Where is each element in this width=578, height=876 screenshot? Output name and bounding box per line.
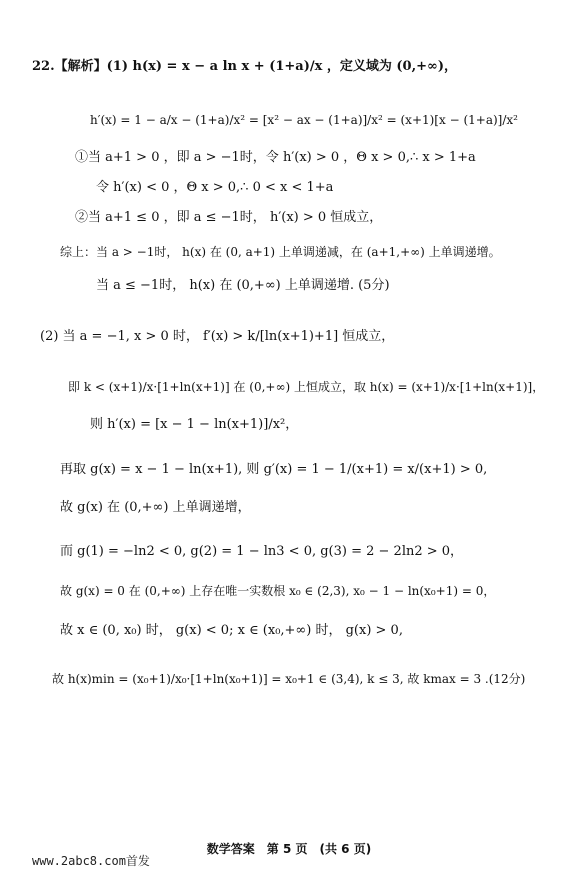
solution-line-10: 则 h′(x) = [x − 1 − ln(x+1)]/x²，: [90, 417, 299, 432]
solution-line-3: ①当 a+1 > 0 ，即 a > −1时，令 h′(x) > 0 ，Θ x > 0,∴ x > 1+a: [75, 150, 476, 165]
solution-line-2: h′(x) = 1 − a/x − (1+a)/x² = [x² − ax − (1+a)]/x² = (x+1)[x − (1+a)]/x²: [90, 113, 518, 127]
solution-line-1: 22.【解析】(1) h(x) = x − a ln x + (1+a)/x ，定义域为 (0,+∞)，: [32, 59, 458, 74]
solution-line-12: 故 g(x) 在 (0,+∞) 上单调递增，: [60, 500, 251, 515]
solution-line-16: 故 h(x)min = (x₀+1)/x₀·[1+ln(x₀+1)] = x₀+1 ∈ (3,4), k ≤ 3, 故 kmax = 3 .(12分): [52, 672, 526, 686]
solution-line-5: ②当 a+1 ≤ 0 ，即 a ≤ −1时， h′(x) > 0 恒成立，: [75, 210, 383, 225]
solution-line-8: (2) 当 a = −1, x > 0 时， f′(x) > k/[ln(x+1)+1] 恒成立，: [40, 329, 395, 344]
solution-line-11: 再取 g(x) = x − 1 − ln(x+1), 则 g′(x) = 1 − 1/(x+1) = x/(x+1) > 0,: [60, 462, 488, 477]
watermark-text: www.2abc8.com首发: [32, 854, 150, 868]
solution-line-4: 令 h′(x) < 0 ，Θ x > 0,∴ 0 < x < 1+a: [96, 180, 334, 195]
page-footer: 数学答案 第 5 页 (共 6 页): [206, 842, 372, 856]
solution-line-7: 当 a ≤ −1时， h(x) 在 (0,+∞) 上单调递增. (5分): [96, 278, 390, 293]
solution-line-14: 故 g(x) = 0 在 (0,+∞) 上存在唯一实数根 x₀ ∈ (2,3), x₀ − 1 − ln(x₀+1) = 0，: [60, 584, 496, 598]
solution-line-15: 故 x ∈ (0, x₀) 时， g(x) < 0; x ∈ (x₀,+∞) 时， g(x) > 0,: [60, 623, 403, 638]
solution-line-13: 而 g(1) = −ln2 < 0, g(2) = 1 − ln3 < 0, g(3) = 2 − 2ln2 > 0，: [60, 544, 464, 559]
solution-line-9: 即 k < (x+1)/x·[1+ln(x+1)] 在 (0,+∞) 上恒成立，取 h(x) = (x+1)/x·[1+ln(x+1)]，: [68, 380, 545, 394]
solution-line-6: 综上：当 a > −1时， h(x) 在 (0, a+1) 上单调递减，在 (a+1,+∞) 上单调递增。: [60, 245, 501, 259]
